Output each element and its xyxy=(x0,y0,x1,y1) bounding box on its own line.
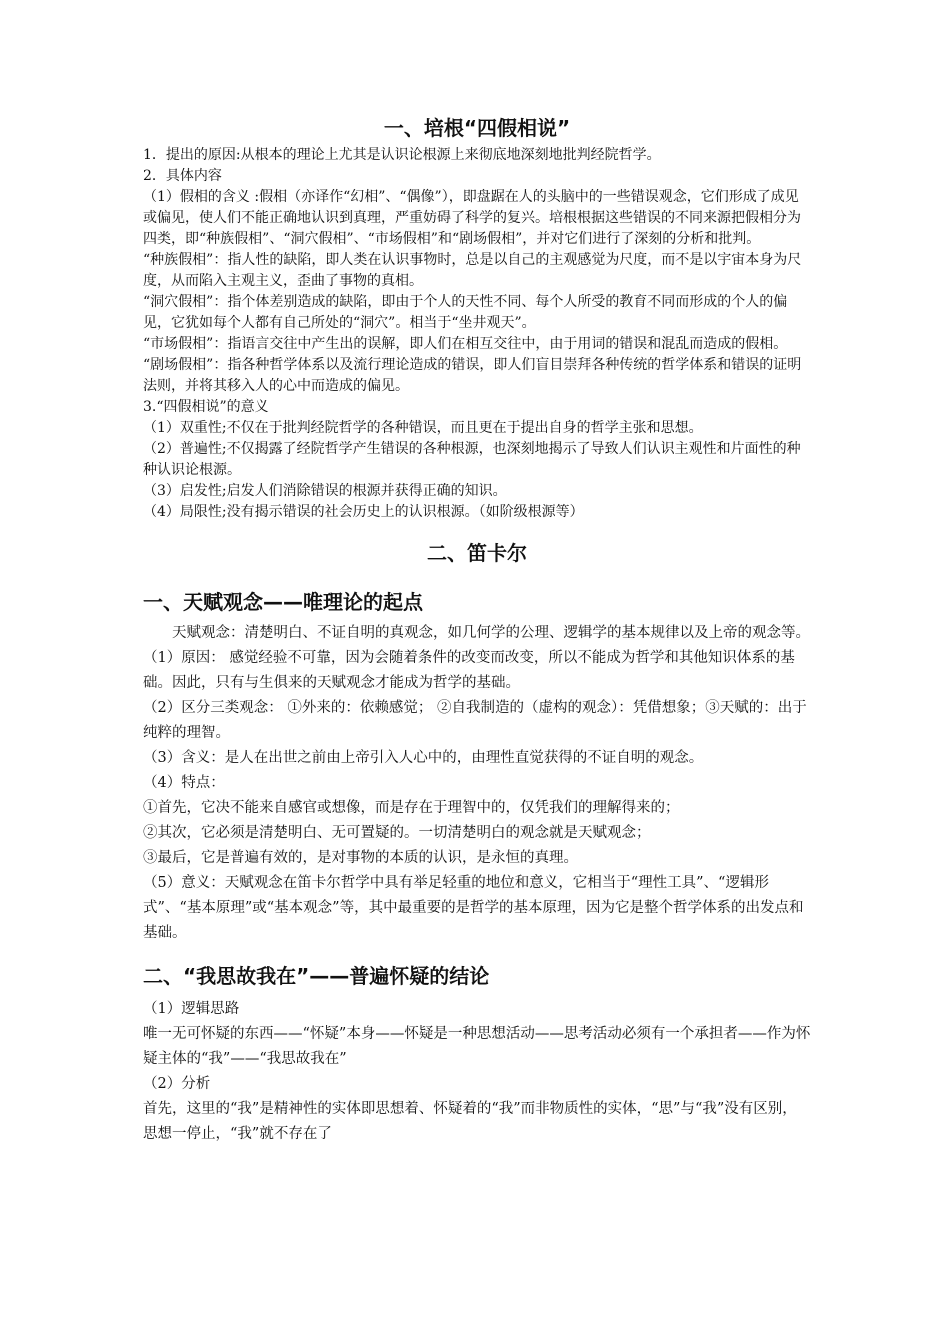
text-line: （1）原因： 感觉经验不可靠，因为会随着条件的改变而改变，所以不能成为哲学和其他知识体系的基础。因此，只有与生俱来的天赋观念才能成为哲学的基础。 xyxy=(143,650,795,691)
text-line: ③最后，它是普遍有效的，是对事物的本质的认识，是永恒的真理。 xyxy=(143,850,578,866)
text-line: ①首先，它决不能来自感官或想像，而是存在于理智中的，仅凭我们的理解得来的； xyxy=(143,800,680,816)
text-line: 3.“四假相说”的意义 xyxy=(143,399,269,415)
text-line: （2）分析 xyxy=(143,1076,211,1092)
text-line: （2）区分三类观念： ①外来的：依赖感觉； ②自我制造的（虚构的观念）：凭借想象；③天赋的：出于纯粹的理智。 xyxy=(143,700,807,741)
text-line: 1．提出的原因:从根本的理论上尤其是认识论根源上来彻底地深刻地批判经院哲学。 xyxy=(143,147,661,163)
text-line: “剧场假相”：指各种哲学体系以及流行理论造成的错误，即人们盲目崇拜各种传统的哲学体系和错误的证明法则，并将其移入人的心中而造成的偏见。 xyxy=(143,357,802,394)
text-line: 首先，这里的“我”是精神性的实体即思想着、怀疑着的“我”而非物质性的实体，“思”与“我”没有区别，思想一停止，“我”就不存在了 xyxy=(143,1101,797,1142)
section-title-bacon: 一、培根“四假相说” xyxy=(383,116,571,140)
subsection-title-innate-ideas: 一、天赋观念——唯理论的起点 xyxy=(143,590,423,614)
text-line: （5）意义：天赋观念在笛卡尔哲学中具有举足轻重的地位和意义，它相当于“理性工具”、“逻辑形式”、“基本原理”或“基本观念”等，其中最重要的是哲学的基本原理，因为它是整个哲学体系的出发点和基础。 xyxy=(143,875,804,941)
text-line: 天赋观念：清楚明白、不证自明的真观念，如几何学的公理、逻辑学的基本规律以及上帝的观念等。 xyxy=(172,625,810,641)
text-line: ②其次，它必须是清楚明白、无可置疑的。一切清楚明白的观念就是天赋观念； xyxy=(143,825,651,841)
document-page xyxy=(143,112,811,1147)
text-line: “洞穴假相”：指个体差别造成的缺陷，即由于个人的天性不同、每个人所受的教育不同而形成的个人的偏见，它犹如每个人都有自己所处的“洞穴”。相当于“坐井观天”。 xyxy=(143,294,788,331)
text-line: （3）含义：是人在出世之前由上帝引入人心中的，由理性直觉获得的不证自明的观念。 xyxy=(143,750,704,766)
section-title-descartes: 二、笛卡尔 xyxy=(427,541,527,565)
subsection-title-cogito: 二、“我思故我在”——普遍怀疑的结论 xyxy=(143,964,490,988)
text-line: （2）普遍性;不仅揭露了经院哲学产生错误的各种根源，也深刻地揭示了导致人们认识主观性和片面性的种种认识论根源。 xyxy=(143,441,801,478)
bacon-body xyxy=(143,145,811,523)
text-line: （1）假相的含义 :假相（亦译作“幻相”、“偶像”），即盘踞在人的头脑中的一些错误观念，它们形成了成见或偏见，使人们不能正确地认识到真理，严重妨碍了科学的复兴。培根根据这些错误的不同来源把假相分为四类，即“种族假相”、“洞穴假相”、“市场假相”和“剧场假相”，并对它们进行了深刻的分析和批判。 xyxy=(143,189,801,247)
text-line: 唯一无可怀疑的东西——“怀疑”本身——怀疑是一种思想活动——思考活动必须有一个承担者——作为怀疑主体的“我”——“我思故我在” xyxy=(143,1026,811,1067)
text-line: “市场假相”：指语言交往中产生出的误解，即人们在相互交往中，由于用词的错误和混乱而造成的假相。 xyxy=(143,336,788,352)
text-line: （1）双重性;不仅在于批判经院哲学的各种错误，而且更在于提出自身的哲学主张和思想。 xyxy=(143,420,703,436)
text-line: （3）启发性;启发人们消除错误的根源并获得正确的知识。 xyxy=(143,483,507,499)
innate-ideas-body xyxy=(143,621,811,946)
text-line: “种族假相”：指人性的缺陷，即人类在认识事物时，总是以自己的主观感觉为尺度，而不是以宇宙本身为尺度，从而陷入主观主义，歪曲了事物的真相。 xyxy=(143,252,802,289)
text-line: （4）特点： xyxy=(143,775,225,791)
text-line: 2．具体内容 xyxy=(143,168,222,184)
text-line: （4）局限性;没有揭示错误的社会历史上的认识根源。（如阶级根源等） xyxy=(143,504,584,520)
text-line: （1）逻辑思路 xyxy=(143,1001,240,1017)
cogito-body xyxy=(143,997,811,1147)
